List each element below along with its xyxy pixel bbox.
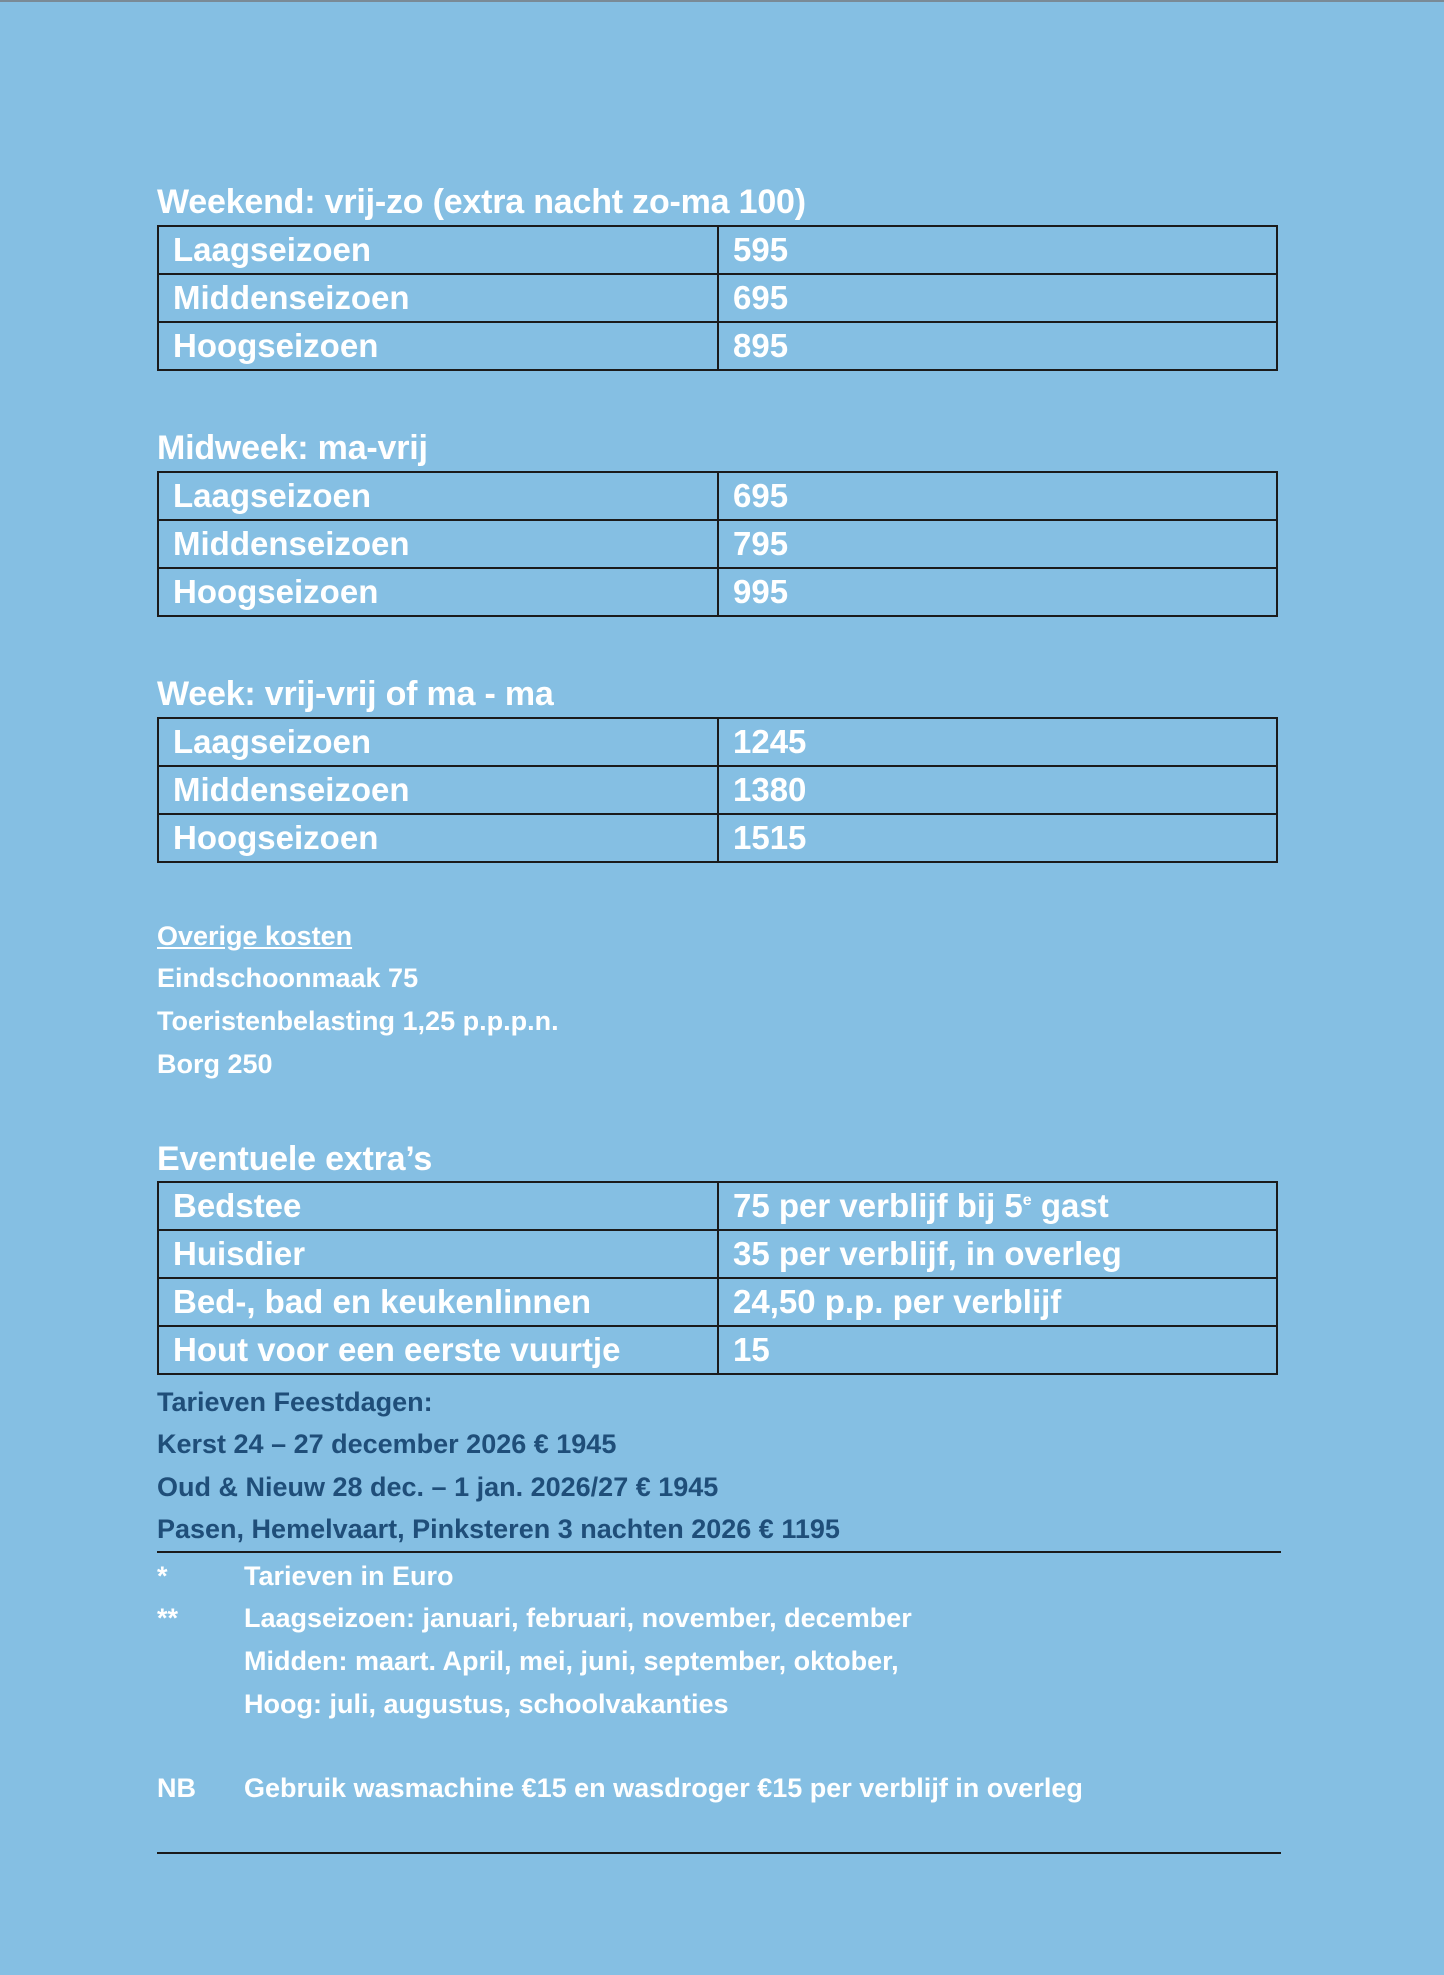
note-text: Hoog: juli, augustus, schoolvakanties [244, 1689, 729, 1719]
note-text: Midden: maart. April, mei, juni, september, oktober, [244, 1646, 899, 1676]
table-row [158, 472, 1277, 520]
weekend-title: Weekend: vrij-zo (extra nacht zo-ma 100) [157, 183, 806, 221]
note-seasons-hoog [157, 1687, 729, 1721]
season-price: 1515 [718, 814, 1277, 862]
top-border-line [0, 0, 1444, 2]
midweek-title: Midweek: ma-vrij [157, 429, 428, 467]
other-costs-title: Overige kosten [157, 921, 353, 951]
table-row [158, 226, 1277, 274]
season-label: Hoogseizoen [158, 814, 718, 862]
season-price: 795 [718, 520, 1277, 568]
table-row [158, 274, 1277, 322]
extra-label: Bedstee [158, 1182, 718, 1230]
holiday-item: Pasen, Hemelvaart, Pinksteren 3 nachten 2026 € 1195 [157, 1514, 840, 1544]
table-row [158, 322, 1277, 370]
season-price: 1380 [718, 766, 1277, 814]
note-text: Tarieven in Euro [244, 1561, 454, 1591]
weekend-table [157, 225, 1278, 371]
extra-price: 15 [718, 1326, 1277, 1374]
table-row [158, 814, 1277, 862]
season-price: 695 [718, 472, 1277, 520]
season-price: 595 [718, 226, 1277, 274]
note-nb [157, 1771, 1083, 1805]
superscript: e [1022, 1192, 1032, 1209]
other-cost-item: Toeristenbelasting 1,25 p.p.p.n. [157, 1006, 559, 1036]
season-price: 695 [718, 274, 1277, 322]
season-label: Hoogseizoen [158, 568, 718, 616]
extra-price: 35 per verblijf, in overleg [718, 1230, 1277, 1278]
note-text: Gebruik wasmachine €15 en wasdroger €15 per verblijf in overleg [244, 1773, 1083, 1803]
season-label: Hoogseizoen [158, 322, 718, 370]
extra-label: Huisdier [158, 1230, 718, 1278]
week-table [157, 717, 1278, 863]
other-cost-item: Eindschoonmaak 75 [157, 963, 419, 993]
extra-price: 24,50 p.p. per verblijf [718, 1278, 1277, 1326]
extras-title: Eventuele extra’s [157, 1140, 433, 1178]
season-label: Middenseizoen [158, 520, 718, 568]
note-marker: NB [157, 1773, 196, 1803]
season-price: 995 [718, 568, 1277, 616]
divider [157, 1852, 1281, 1854]
table-row [158, 1182, 1277, 1230]
note-marker: ** [157, 1603, 179, 1633]
season-label: Middenseizoen [158, 274, 718, 322]
table-row [158, 1278, 1277, 1326]
table-row [158, 520, 1277, 568]
extra-price-text: 75 per verblijf bij 5 [733, 1187, 1023, 1224]
midweek-table [157, 471, 1278, 617]
extra-price-text: gast [1031, 1187, 1109, 1224]
note-text: Laagseizoen: januari, februari, november, december [244, 1603, 912, 1633]
table-row [158, 568, 1277, 616]
season-label: Laagseizoen [158, 718, 718, 766]
note-seasons-midden [157, 1644, 899, 1678]
other-cost-item: Borg 250 [157, 1049, 273, 1079]
note-marker: * [157, 1561, 168, 1591]
season-label: Laagseizoen [158, 472, 718, 520]
holiday-item: Oud & Nieuw 28 dec. – 1 jan. 2026/27 € 1945 [157, 1472, 719, 1502]
extra-label: Hout voor een eerste vuurtje [158, 1326, 718, 1374]
holidays-title: Tarieven Feestdagen: [157, 1387, 433, 1417]
table-row [158, 1326, 1277, 1374]
note-seasons [157, 1601, 912, 1635]
extras-table [157, 1181, 1278, 1375]
table-row [158, 766, 1277, 814]
season-price: 1245 [718, 718, 1277, 766]
divider [157, 1551, 1281, 1553]
season-label: Laagseizoen [158, 226, 718, 274]
holiday-item: Kerst 24 – 27 december 2026 € 1945 [157, 1429, 617, 1459]
table-row [158, 718, 1277, 766]
table-row [158, 1230, 1277, 1278]
extra-label: Bed-, bad en keukenlinnen [158, 1278, 718, 1326]
season-price: 895 [718, 322, 1277, 370]
note-currency [157, 1559, 454, 1593]
extra-price [718, 1182, 1277, 1230]
week-title: Week: vrij-vrij of ma - ma [157, 675, 554, 713]
season-label: Middenseizoen [158, 766, 718, 814]
